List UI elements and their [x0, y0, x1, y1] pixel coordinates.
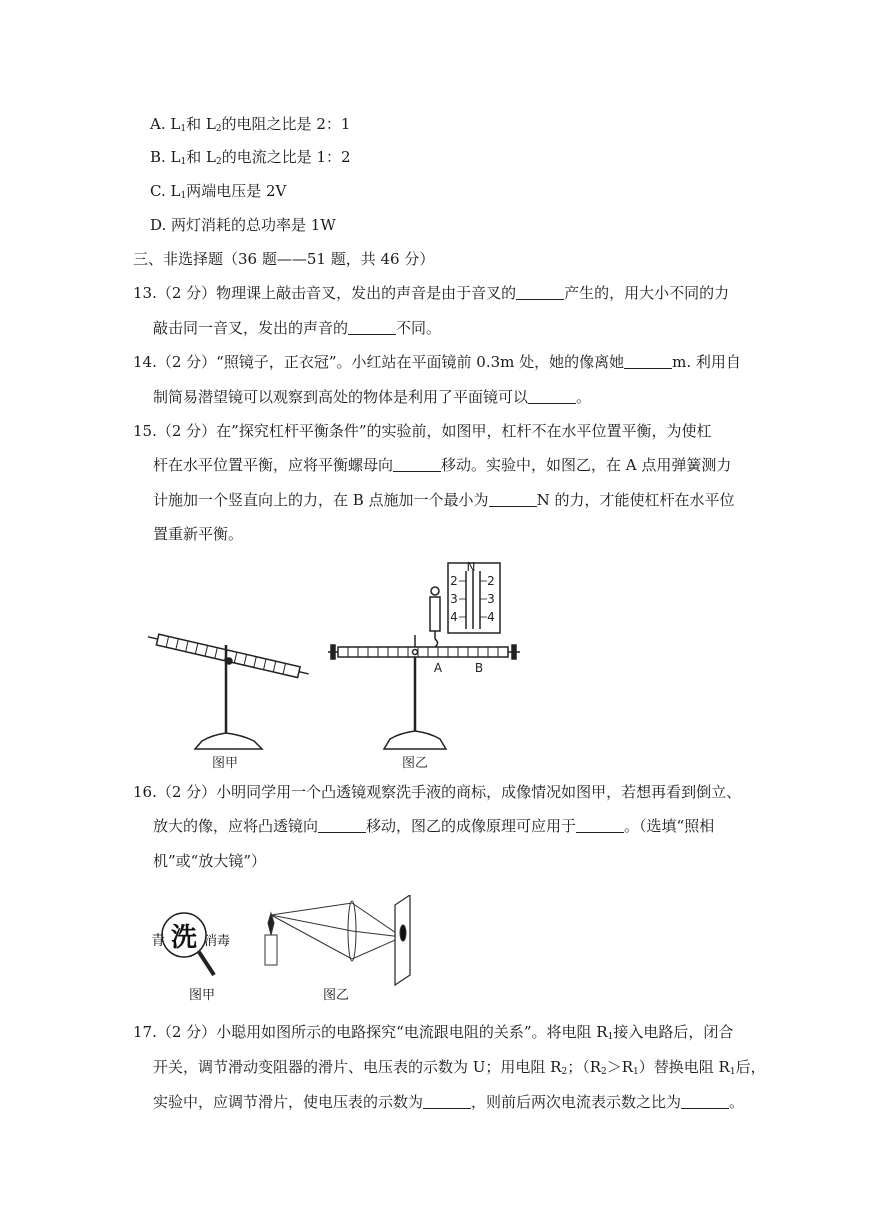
- question-17-line1: 17.（2 分）小聪用如图所示的电路探究“电流跟电阻的关系”。将电阻 $R_1$接入电路后，闭合: [133, 1023, 734, 1042]
- scale-tick-label: 3: [487, 592, 495, 606]
- question-17-line2: 开关，调节滑动变阻器的滑片、电压表的示数为 U；用电阻 $R_2$；$(R_2>R_1)$替换电阻 $R_1$后，: [153, 1058, 766, 1077]
- horizontal-lever: [328, 563, 520, 749]
- tilted-lever: [147, 632, 310, 749]
- question-16-line1: 16.（2 分）小明同学用一个凸透镜观察洗手液的商标，成像情况如图甲，若想再看到倒立、: [133, 783, 742, 801]
- label-right-word: 消毒: [204, 934, 231, 949]
- option-b: B. $L_1$和 $L_2$的电流之比是 1：2: [150, 148, 351, 167]
- point-a-label: A: [433, 661, 443, 675]
- lever-figure: [140, 555, 540, 775]
- question-15-line4: 置重新平衡。: [153, 525, 244, 543]
- option-d: D. 两灯消耗的总功率是 1W: [150, 216, 336, 234]
- lens-figure: [140, 895, 440, 1005]
- figure-b-caption: 图乙: [401, 756, 429, 771]
- section-heading: 三、非选择题（36 题——51 题，共 46 分）: [133, 250, 435, 268]
- question-16-line3: 机”或“放大镜”）: [153, 852, 267, 870]
- option-a: A. $L_1$和 $L_2$的电阻之比是 2：1: [150, 115, 351, 134]
- point-b-label: B: [474, 661, 484, 675]
- label-left-word: 青: [151, 933, 165, 949]
- scale-tick-label: 3: [450, 592, 458, 606]
- figure-a-caption: 图甲: [188, 988, 216, 1003]
- scale-tick-label: 4: [450, 610, 458, 624]
- scale-tick-label: 2: [487, 574, 495, 588]
- option-c: C. $L_1$两端电压是 2V: [150, 182, 287, 201]
- question-13-line2: 敲击同一音叉，发出的声音的 不同。: [153, 319, 442, 337]
- question-15-line3: 计施加一个竖直向上的力，在 B 点施加一个最小为 N 的力，才能使杠杆在水平位: [153, 491, 735, 509]
- question-13-line1: 13.（2 分）物理课上敲击音叉，发出的声音是由于音叉的 产生的，用大小不同的力: [133, 284, 730, 302]
- question-15-line1: 15.（2 分）在”探究杠杆平衡条件”的实验前，如图甲，杠杆不在水平位置平衡，为使杠: [133, 422, 712, 440]
- question-16-line2: 放大的像，应将凸透镜向 移动，图乙的成像原理可应用于 。（选填“照相: [153, 817, 715, 835]
- figure-b-caption: 图乙: [322, 988, 350, 1003]
- question-17-line3: 实验中，应调节滑片，使电压表的示数为 ，则前后两次电流表示数之比为 。: [153, 1093, 745, 1111]
- scale-tick-label: 2: [450, 574, 458, 588]
- question-14-line1: 14.（2 分）“照镜子，正衣冠”。小红站在平面镜前 0.3m 处，她的像离她 m. 利用自: [133, 353, 741, 371]
- scale-unit-label: N: [466, 560, 476, 574]
- figure-a-caption: 图甲: [211, 756, 239, 771]
- question-14-line2: 制简易潜望镜可以观察到高处的物体是利用了平面镜可以 。: [153, 388, 592, 406]
- scale-tick-label: 4: [487, 610, 495, 624]
- question-15-line2: 杆在水平位置平衡，应将平衡螺母向 移动。实验中，如图乙，在 A 点用弹簧测力: [153, 456, 732, 474]
- magnified-character: 洗: [170, 923, 198, 953]
